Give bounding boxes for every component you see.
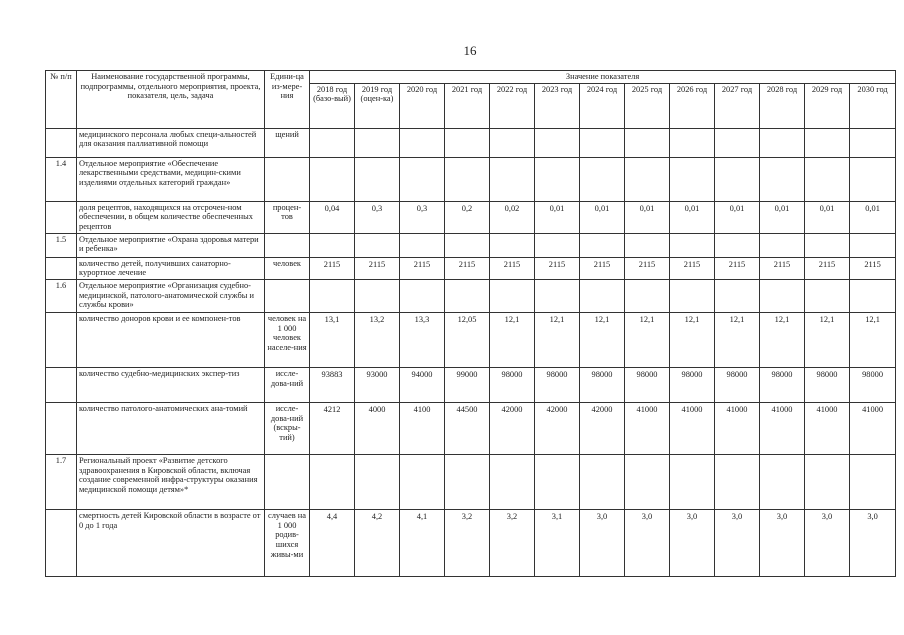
value-cell: 2115 — [400, 257, 445, 279]
row-number: 1.5 — [46, 233, 77, 257]
row-unit — [265, 279, 310, 312]
value-cell — [355, 454, 400, 509]
header-year: 2030 год — [850, 83, 896, 128]
value-cell: 0,01 — [580, 201, 625, 233]
row-number — [46, 128, 77, 157]
value-cell: 0,3 — [400, 201, 445, 233]
value-cell: 0,04 — [310, 201, 355, 233]
table-row — [46, 312, 896, 367]
value-cell — [310, 233, 355, 257]
value-cell — [580, 279, 625, 312]
header-year: 2021 год — [445, 83, 490, 128]
row-number — [46, 257, 77, 279]
value-cell — [625, 279, 670, 312]
value-cell: 4,4 — [310, 509, 355, 576]
header-num: № п/п — [46, 71, 77, 129]
value-cell — [490, 128, 535, 157]
value-cell — [670, 157, 715, 201]
value-cell: 3,0 — [580, 509, 625, 576]
value-cell — [355, 279, 400, 312]
value-cell: 41000 — [760, 402, 805, 454]
value-cell: 0,01 — [760, 201, 805, 233]
value-cell: 99000 — [445, 367, 490, 402]
value-cell — [625, 233, 670, 257]
value-cell: 2115 — [580, 257, 625, 279]
value-cell — [760, 279, 805, 312]
header-unit: Едини-ца из-мере-ния — [265, 71, 310, 129]
value-cell: 4,1 — [400, 509, 445, 576]
page-number: 16 — [463, 43, 477, 58]
value-cell: 3,0 — [625, 509, 670, 576]
value-cell — [445, 233, 490, 257]
value-cell — [310, 454, 355, 509]
value-cell: 4,2 — [355, 509, 400, 576]
value-cell: 2115 — [850, 257, 896, 279]
value-cell — [850, 128, 896, 157]
value-cell: 0,01 — [715, 201, 760, 233]
header-year: 2025 год — [625, 83, 670, 128]
value-cell — [805, 279, 850, 312]
value-cell: 4100 — [400, 402, 445, 454]
value-cell: 13,2 — [355, 312, 400, 367]
value-cell — [715, 128, 760, 157]
value-cell: 2115 — [490, 257, 535, 279]
row-name: смертность детей Кировской области в возрасте от 0 до 1 года — [77, 509, 265, 576]
value-cell: 0,01 — [535, 201, 580, 233]
row-number — [46, 509, 77, 576]
header-year: 2027 год — [715, 83, 760, 128]
value-cell — [310, 157, 355, 201]
value-cell: 98000 — [760, 367, 805, 402]
value-cell — [805, 233, 850, 257]
value-cell — [580, 128, 625, 157]
value-cell — [535, 233, 580, 257]
value-cell — [490, 233, 535, 257]
table-row — [46, 201, 896, 233]
value-cell: 2115 — [535, 257, 580, 279]
value-cell: 0,01 — [850, 201, 896, 233]
value-cell — [850, 157, 896, 201]
header-year: 2024 год — [580, 83, 625, 128]
value-cell — [310, 128, 355, 157]
table-row — [46, 279, 896, 312]
row-number — [46, 201, 77, 233]
value-cell — [535, 454, 580, 509]
value-cell: 12,1 — [760, 312, 805, 367]
value-cell — [580, 157, 625, 201]
header-year: 2026 год — [670, 83, 715, 128]
row-number — [46, 367, 77, 402]
value-cell — [625, 157, 670, 201]
value-cell: 12,05 — [445, 312, 490, 367]
value-cell — [850, 233, 896, 257]
header-year: 2028 год — [760, 83, 805, 128]
value-cell — [355, 233, 400, 257]
value-cell: 94000 — [400, 367, 445, 402]
row-name: количество судебно-медицинских экспер-тиз — [77, 367, 265, 402]
value-cell: 12,1 — [805, 312, 850, 367]
value-cell: 3,0 — [850, 509, 896, 576]
value-cell — [445, 454, 490, 509]
value-cell: 2115 — [670, 257, 715, 279]
row-unit: иссле-дова-ний (вскры-тий) — [265, 402, 310, 454]
row-unit — [265, 233, 310, 257]
value-cell — [625, 128, 670, 157]
value-cell: 13,3 — [400, 312, 445, 367]
value-cell: 41000 — [715, 402, 760, 454]
value-cell: 41000 — [625, 402, 670, 454]
value-cell — [805, 454, 850, 509]
row-unit: щений — [265, 128, 310, 157]
value-cell: 4000 — [355, 402, 400, 454]
value-cell — [670, 454, 715, 509]
header-year: 2022 год — [490, 83, 535, 128]
row-name: количество доноров крови и ее компонен-тов — [77, 312, 265, 367]
header-year: 2018 год (базо-вый) — [310, 83, 355, 128]
value-cell: 42000 — [490, 402, 535, 454]
value-cell — [355, 157, 400, 201]
value-cell — [400, 128, 445, 157]
value-cell: 13,1 — [310, 312, 355, 367]
row-unit: процен-тов — [265, 201, 310, 233]
value-cell — [355, 128, 400, 157]
value-cell — [670, 128, 715, 157]
row-name: количество детей, получивших санаторно-курортное лечение — [77, 257, 265, 279]
table-row — [46, 367, 896, 402]
value-cell — [445, 128, 490, 157]
header-year: 2020 год — [400, 83, 445, 128]
value-cell: 2115 — [625, 257, 670, 279]
value-cell: 12,1 — [670, 312, 715, 367]
value-cell: 0,3 — [355, 201, 400, 233]
header-year: 2019 год (оцен-ка) — [355, 83, 400, 128]
value-cell: 3,1 — [535, 509, 580, 576]
value-cell — [850, 454, 896, 509]
value-cell: 98000 — [850, 367, 896, 402]
value-cell — [760, 157, 805, 201]
value-cell: 93000 — [355, 367, 400, 402]
value-cell: 42000 — [535, 402, 580, 454]
row-name: Отдельное мероприятие «Обеспечение лекарственными средствами, медицин-скими изделиями отдельных категорий граждан» — [77, 157, 265, 201]
row-name: Отдельное мероприятие «Охрана здоровья матери и ребенка» — [77, 233, 265, 257]
value-cell: 44500 — [445, 402, 490, 454]
row-name: Отдельное мероприятие «Организация судебно-медицинской, патолого-анатомической службы и службы крови» — [77, 279, 265, 312]
indicator-table — [45, 70, 896, 577]
value-cell: 98000 — [490, 367, 535, 402]
value-cell: 41000 — [850, 402, 896, 454]
value-cell — [850, 279, 896, 312]
value-cell — [445, 157, 490, 201]
value-cell: 12,1 — [715, 312, 760, 367]
row-unit — [265, 454, 310, 509]
value-cell: 3,0 — [670, 509, 715, 576]
value-cell: 4212 — [310, 402, 355, 454]
row-name: количество патолого-анатомических ана-томий — [77, 402, 265, 454]
value-cell — [715, 279, 760, 312]
row-name: медицинского персонала любых специ-альностей для оказания паллиативной помощи — [77, 128, 265, 157]
value-cell — [400, 454, 445, 509]
row-unit: иссле-дова-ний — [265, 367, 310, 402]
value-cell: 41000 — [670, 402, 715, 454]
row-number: 1.4 — [46, 157, 77, 201]
table-row — [46, 454, 896, 509]
value-cell — [535, 279, 580, 312]
value-cell: 12,1 — [850, 312, 896, 367]
value-cell — [670, 279, 715, 312]
row-unit: случаев на 1 000 родив-шихся живы-ми — [265, 509, 310, 576]
value-cell: 12,1 — [625, 312, 670, 367]
value-cell — [715, 233, 760, 257]
value-cell: 98000 — [670, 367, 715, 402]
value-cell — [670, 233, 715, 257]
value-cell: 98000 — [715, 367, 760, 402]
row-number — [46, 402, 77, 454]
row-unit: человек на 1 000 человек населе-ния — [265, 312, 310, 367]
row-name: Региональный проект «Развитие детского здравоохранения в Кировской области, включая создание современной инфра-структуры оказания медицинской помощи детям»* — [77, 454, 265, 509]
row-name: доля рецептов, находящихся на отсрочен-ном обеспечении, в общем количестве обеспеченных рецептов — [77, 201, 265, 233]
value-cell: 42000 — [580, 402, 625, 454]
row-number: 1.7 — [46, 454, 77, 509]
value-cell: 93883 — [310, 367, 355, 402]
table-row — [46, 402, 896, 454]
value-cell: 0,01 — [670, 201, 715, 233]
value-cell — [400, 233, 445, 257]
value-cell — [760, 454, 805, 509]
value-cell: 12,1 — [580, 312, 625, 367]
value-cell — [445, 279, 490, 312]
value-cell: 3,2 — [445, 509, 490, 576]
value-cell: 2115 — [355, 257, 400, 279]
value-cell — [400, 279, 445, 312]
row-unit: человек — [265, 257, 310, 279]
row-number — [46, 312, 77, 367]
value-cell: 2115 — [715, 257, 760, 279]
value-cell: 2115 — [445, 257, 490, 279]
value-cell — [805, 157, 850, 201]
table-row — [46, 157, 896, 201]
value-cell: 98000 — [625, 367, 670, 402]
value-cell: 3,0 — [760, 509, 805, 576]
value-cell — [400, 157, 445, 201]
header-values-group: Значение показателя — [310, 71, 896, 84]
value-cell — [805, 128, 850, 157]
table-row — [46, 233, 896, 257]
value-cell: 98000 — [805, 367, 850, 402]
value-cell: 3,2 — [490, 509, 535, 576]
value-cell: 0,01 — [625, 201, 670, 233]
value-cell: 3,0 — [715, 509, 760, 576]
value-cell: 98000 — [580, 367, 625, 402]
value-cell — [580, 233, 625, 257]
row-number: 1.6 — [46, 279, 77, 312]
value-cell: 2115 — [760, 257, 805, 279]
value-cell: 98000 — [535, 367, 580, 402]
value-cell — [715, 454, 760, 509]
value-cell — [490, 279, 535, 312]
value-cell: 2115 — [805, 257, 850, 279]
value-cell — [715, 157, 760, 201]
table-row — [46, 128, 896, 157]
header-year: 2023 год — [535, 83, 580, 128]
value-cell — [535, 157, 580, 201]
value-cell — [535, 128, 580, 157]
value-cell — [580, 454, 625, 509]
value-cell: 0,01 — [805, 201, 850, 233]
value-cell — [310, 279, 355, 312]
value-cell: 2115 — [310, 257, 355, 279]
value-cell — [760, 128, 805, 157]
value-cell: 0,02 — [490, 201, 535, 233]
table-row — [46, 257, 896, 279]
value-cell: 0,2 — [445, 201, 490, 233]
value-cell: 3,0 — [805, 509, 850, 576]
value-cell — [490, 454, 535, 509]
header-name: Наименование государственной программы, подпрограммы, отдельного мероприятия, проекта, показателя, цель, задача — [77, 71, 265, 129]
row-unit — [265, 157, 310, 201]
value-cell — [490, 157, 535, 201]
value-cell — [625, 454, 670, 509]
table-row — [46, 509, 896, 576]
value-cell: 41000 — [805, 402, 850, 454]
value-cell — [760, 233, 805, 257]
value-cell: 12,1 — [535, 312, 580, 367]
value-cell: 12,1 — [490, 312, 535, 367]
header-year: 2029 год — [805, 83, 850, 128]
